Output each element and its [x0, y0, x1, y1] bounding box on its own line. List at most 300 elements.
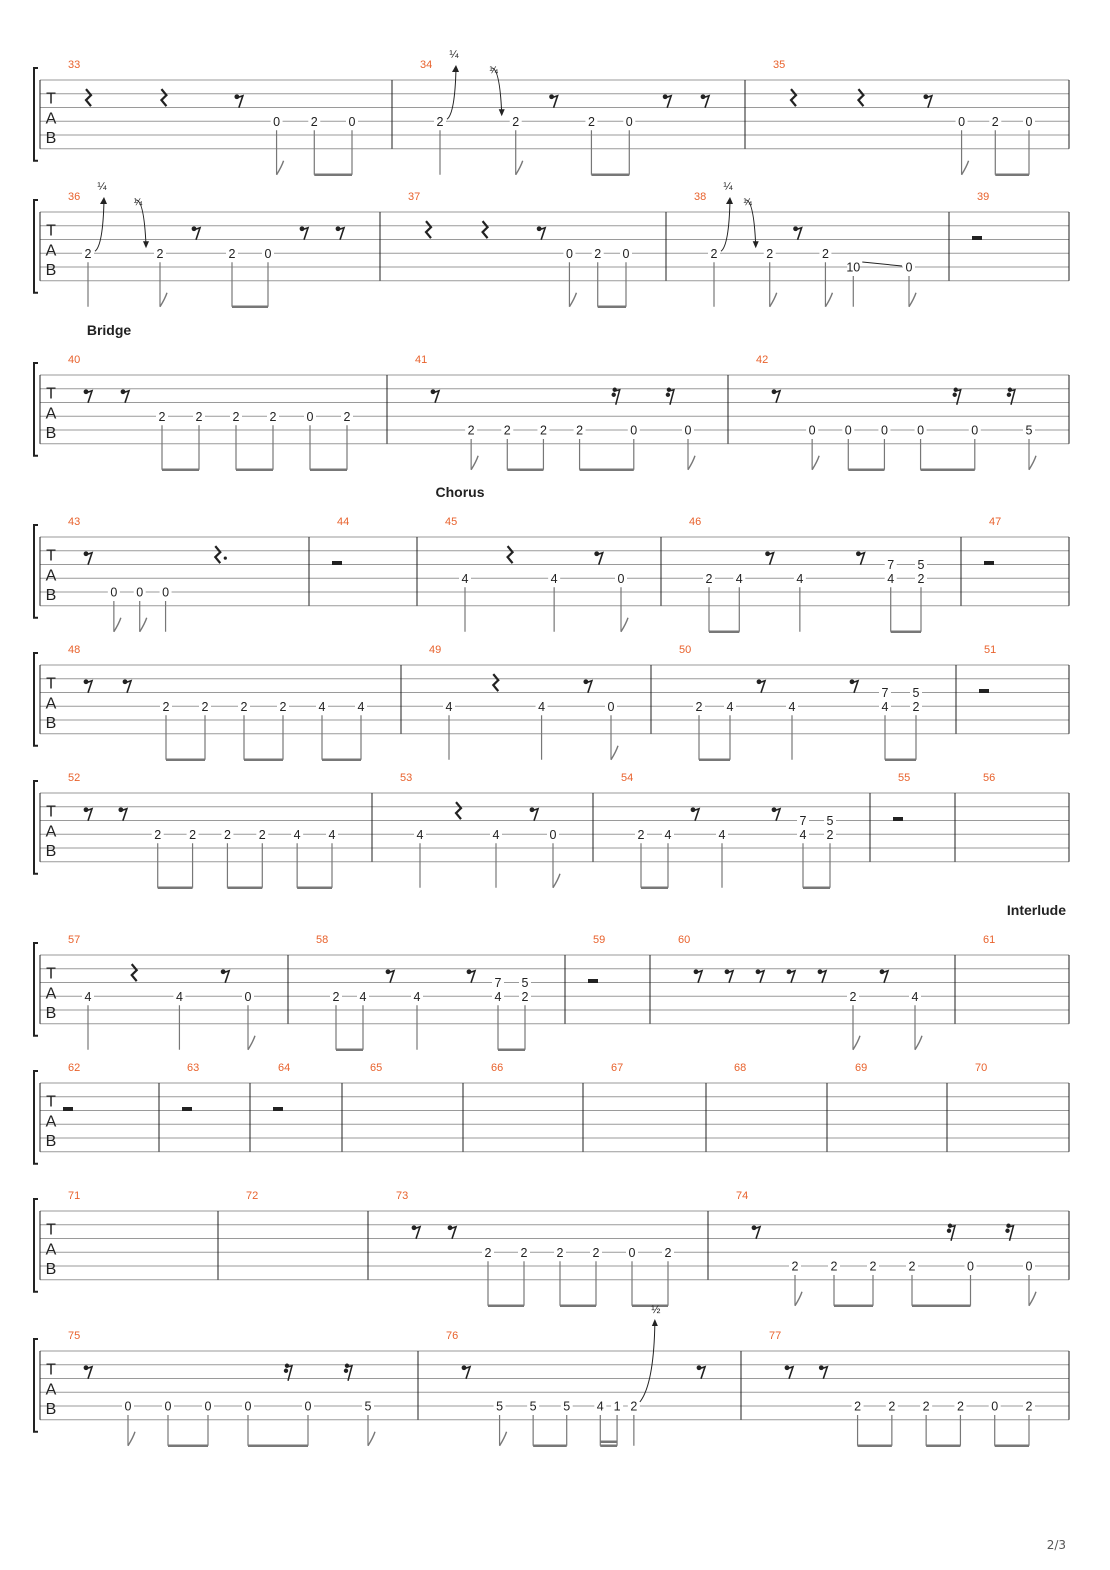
bend-arrowhead: [143, 241, 149, 248]
measure-58: [316, 934, 531, 1050]
bend-amount: ¼: [97, 181, 107, 193]
quarter-rest: [791, 89, 796, 106]
measure-44: [332, 516, 349, 565]
measure-51: [979, 644, 996, 693]
fret-number: 4: [359, 989, 367, 1004]
tab-clef: B: [45, 587, 57, 604]
eighth-rest: [469, 971, 475, 983]
fret-number: 2: [201, 699, 209, 714]
tab-system: [34, 49, 1069, 175]
measure-39: [972, 191, 989, 240]
measure-74: [736, 1190, 1036, 1306]
measure-50: [679, 644, 922, 760]
measure-38: [694, 181, 916, 307]
fret-number: 2: [228, 246, 236, 261]
system-bracket: [34, 781, 38, 874]
fret-number: 0: [1025, 114, 1033, 129]
tab-clef: A: [45, 1241, 57, 1259]
system-bracket: [34, 363, 38, 456]
measure-57: [68, 934, 255, 1050]
measure-number: 42: [756, 354, 769, 366]
tab-clef: T: [46, 547, 56, 565]
measure-43: [68, 516, 227, 632]
fret-number: 2: [223, 827, 231, 842]
eighth-flag: [770, 293, 777, 307]
sixteenth-rest-flag: [947, 1229, 951, 1233]
measure-number: 33: [68, 59, 81, 71]
fret-number: 2: [258, 827, 266, 842]
fret-number: 10: [846, 260, 861, 275]
tab-system: [34, 1304, 1069, 1446]
bend-arrowhead: [452, 65, 459, 72]
fret-number: 5: [826, 814, 834, 828]
measure-55: [893, 772, 910, 821]
measure-number: 68: [734, 1062, 747, 1074]
fret-number: 2: [849, 989, 857, 1004]
measure-number: 69: [855, 1062, 868, 1074]
fret-number: 5: [917, 558, 925, 572]
sixteenth-rest-flag: [666, 393, 670, 397]
eighth-rest: [552, 96, 558, 108]
bend-arrowhead: [100, 197, 107, 204]
fret-number: 2: [637, 827, 645, 842]
measure-number: 37: [408, 191, 421, 203]
measure-75: [68, 1330, 375, 1446]
eighth-flag: [962, 161, 969, 175]
fret-number: 4: [328, 827, 336, 842]
fret-number: 0: [617, 571, 625, 586]
quarter-rest: [456, 802, 461, 819]
measure-40: [68, 354, 353, 470]
fret-number: 5: [364, 1399, 372, 1414]
tab-system: [34, 354, 1069, 470]
measure-53: [400, 772, 560, 888]
fret-number: 2: [484, 1245, 492, 1260]
eighth-flag: [277, 161, 284, 175]
tab-clef: A: [45, 823, 57, 841]
quarter-rest: [508, 546, 513, 563]
measure-46: [689, 516, 927, 632]
fret-number: 2: [592, 1245, 600, 1260]
fret-number: 0: [124, 1399, 132, 1414]
measure-number: 73: [396, 1190, 409, 1202]
eighth-flag: [1029, 456, 1036, 470]
measure-number: 44: [337, 516, 350, 528]
eighth-flag: [128, 1432, 135, 1446]
system-bracket: [34, 653, 38, 746]
tab-clef: A: [45, 1113, 57, 1131]
tab-clef: T: [46, 965, 56, 983]
sixteenth-rest-flag: [344, 1369, 348, 1373]
bend-amount: ¼: [723, 181, 733, 193]
fret-number: 5: [496, 1399, 504, 1414]
sixteenth-rest-flag: [284, 1369, 288, 1373]
fret-number: 0: [808, 423, 816, 438]
half-rest: [63, 1107, 73, 1111]
eighth-flag: [471, 456, 478, 470]
eighth-flag: [500, 1432, 507, 1446]
bend-arrowhead: [499, 109, 505, 116]
fret-number: 4: [796, 571, 804, 586]
tab-clef: T: [46, 675, 56, 693]
fret-number: 0: [628, 1245, 636, 1260]
eighth-flag: [621, 618, 628, 632]
measure-76: [446, 1304, 705, 1446]
sixteenth-rest-flag: [953, 393, 957, 397]
eighth-flag: [140, 618, 147, 632]
measure-36: [68, 181, 344, 307]
eighth-flag: [569, 293, 576, 307]
tab-system: [34, 772, 1069, 888]
measure-56: [983, 772, 995, 784]
quarter-rest: [483, 221, 488, 238]
fret-number: 2: [332, 989, 340, 1004]
fret-number: 0: [991, 1399, 999, 1414]
measure-number: 55: [898, 772, 911, 784]
fret-number: 5: [563, 1399, 571, 1414]
eighth-flag: [160, 293, 167, 307]
measure-number: 64: [278, 1062, 291, 1074]
eighth-rest: [121, 809, 127, 821]
section-label-interlude: Interlude: [1006, 902, 1066, 918]
tab-clef: B: [45, 425, 57, 442]
eighth-flag: [1029, 1292, 1036, 1306]
eighth-rest: [768, 553, 774, 565]
measure-63: [182, 1062, 199, 1111]
tab-clef: B: [45, 715, 57, 732]
fret-number: 5: [529, 1399, 537, 1414]
measure-34: [420, 49, 709, 175]
tab-system: [34, 181, 1069, 307]
measure-number: 48: [68, 644, 81, 656]
fret-number: 2: [156, 246, 164, 261]
tab-clef: A: [45, 1381, 57, 1399]
tab-clef: T: [46, 803, 56, 821]
fret-number: 2: [467, 423, 475, 438]
section-label-chorus: Chorus: [435, 484, 485, 500]
tab-clef: A: [45, 567, 57, 585]
half-rest: [984, 561, 994, 565]
fret-number: 0: [162, 585, 170, 600]
measure-number: 49: [429, 644, 442, 656]
tab-clef: B: [45, 1005, 57, 1022]
half-rest: [332, 561, 342, 565]
fret-number: 4: [357, 699, 365, 714]
fret-number: 0: [110, 585, 118, 600]
measure-number: 74: [736, 1190, 749, 1202]
page-number: 2/3: [1046, 1538, 1066, 1552]
fret-number: 4: [887, 571, 895, 586]
bend-arrowhead: [652, 1319, 658, 1326]
eighth-flag: [688, 456, 695, 470]
measure-number: 56: [983, 772, 996, 784]
measure-number: 77: [769, 1330, 782, 1342]
fret-number: 4: [726, 699, 734, 714]
eighth-rest: [464, 1367, 470, 1379]
fret-number: 2: [917, 571, 925, 586]
fret-number: 7: [799, 814, 807, 828]
eighth-rest: [774, 809, 780, 821]
fret-number: 0: [625, 114, 633, 129]
fret-number: 2: [705, 571, 713, 586]
system-bracket: [34, 1339, 38, 1432]
system-bracket: [34, 200, 38, 293]
eighth-flag: [611, 746, 618, 760]
fret-number: 0: [684, 423, 692, 438]
measure-42: [756, 354, 1036, 470]
eighth-rest: [858, 553, 864, 565]
measure-59: [588, 934, 605, 983]
quarter-rest: [132, 964, 137, 981]
measure-68: [734, 1062, 746, 1074]
fret-number: 2: [436, 114, 444, 129]
fret-number: 4: [538, 699, 546, 714]
measure-number: 71: [68, 1190, 81, 1202]
measure-69: [855, 1062, 867, 1074]
measure-64: [273, 1062, 290, 1111]
tab-system: [34, 644, 1069, 760]
fret-number: 2: [195, 409, 203, 424]
bend-amount: ¼: [743, 197, 752, 208]
measure-number: 66: [491, 1062, 504, 1074]
fret-number: 4: [735, 571, 743, 586]
eighth-rest: [414, 1227, 420, 1239]
fret-number: 2: [630, 1399, 638, 1414]
fret-number: 7: [887, 558, 895, 572]
bend-amount: ¼: [489, 65, 498, 76]
eighth-flag: [516, 161, 523, 175]
eighth-rest: [703, 96, 709, 108]
measure-47: [984, 516, 1001, 565]
bend-arrowhead: [753, 241, 759, 248]
quarter-rest: [86, 89, 91, 106]
system-bracket: [34, 1071, 38, 1164]
measure-number: 65: [370, 1062, 383, 1074]
eighth-rest: [237, 96, 243, 108]
fret-number: 2: [162, 699, 170, 714]
fret-number: 2: [912, 699, 920, 714]
fret-number: 2: [556, 1245, 564, 1260]
eighth-flag: [825, 293, 832, 307]
measure-number: 72: [246, 1190, 259, 1202]
measure-number: 76: [446, 1330, 459, 1342]
fret-number: 0: [971, 423, 979, 438]
fret-number: 0: [348, 114, 356, 129]
eighth-rest: [926, 96, 932, 108]
eighth-rest: [223, 971, 229, 983]
eighth-rest: [86, 681, 92, 693]
fret-number: 0: [136, 585, 144, 600]
fret-number: 4: [318, 699, 326, 714]
eighth-rest: [821, 1367, 827, 1379]
tab-system: [34, 1062, 1069, 1164]
fret-number: 0: [917, 423, 925, 438]
section-label-bridge: Bridge: [86, 322, 132, 338]
fret-number: 2: [922, 1399, 930, 1414]
tab-clef: T: [46, 222, 56, 240]
measure-45: [445, 516, 628, 632]
tab-clef: T: [46, 1221, 56, 1239]
measure-33: [68, 59, 358, 175]
eighth-rest: [787, 1367, 793, 1379]
measure-number: 62: [68, 1062, 81, 1074]
measure-number: 57: [68, 934, 81, 946]
half-rest: [588, 979, 598, 983]
fret-number: 2: [269, 409, 277, 424]
measure-number: 43: [68, 516, 81, 528]
bend-arrow: [640, 1323, 655, 1402]
sixteenth-rest-flag: [1005, 1229, 1009, 1233]
fret-number: 4: [911, 989, 919, 1004]
fret-number: 7: [494, 976, 502, 990]
fret-number: 4: [550, 571, 558, 586]
fret-number: 2: [512, 114, 520, 129]
fret-number: 2: [869, 1259, 877, 1274]
eighth-rest: [338, 228, 344, 240]
eighth-flag: [368, 1432, 375, 1446]
measure-35: [773, 59, 1035, 175]
fret-number: 0: [967, 1259, 974, 1274]
tab-clef: A: [45, 242, 57, 260]
measure-number: 39: [977, 191, 990, 203]
measure-number: 41: [415, 354, 428, 366]
fret-number: 1: [613, 1399, 621, 1414]
eighth-rest: [86, 809, 92, 821]
measure-41: [415, 354, 695, 470]
measure-72: [246, 1190, 258, 1202]
eighth-rest: [597, 553, 603, 565]
eighth-rest: [758, 971, 764, 983]
quarter-rest: [426, 221, 431, 238]
eighth-rest: [796, 228, 802, 240]
fret-number: 4: [416, 827, 424, 842]
quarter-rest: [858, 89, 863, 106]
fret-number: 0: [244, 1399, 252, 1414]
bend-arrowhead: [726, 197, 733, 204]
fret-number: 0: [1025, 1259, 1033, 1274]
fret-number: 0: [905, 260, 913, 275]
measure-71: [68, 1190, 80, 1202]
eighth-rest: [433, 391, 439, 403]
measure-number: 51: [984, 644, 997, 656]
tab-clef: A: [45, 985, 57, 1003]
fret-number: 2: [279, 699, 287, 714]
measure-77: [769, 1330, 1035, 1446]
fret-number: 2: [821, 246, 829, 261]
bend-amount: ¼: [133, 197, 143, 208]
fret-number: 0: [204, 1399, 212, 1414]
sixteenth-rest-flag: [612, 393, 616, 397]
eighth-rest: [665, 96, 671, 108]
measure-number: 58: [316, 934, 329, 946]
half-rest: [972, 236, 982, 240]
eighth-rest: [789, 971, 795, 983]
half-rest: [893, 817, 903, 821]
quarter-rest: [493, 674, 498, 691]
eighth-rest: [693, 809, 699, 821]
eighth-rest: [532, 809, 538, 821]
eighth-rest: [727, 971, 733, 983]
eighth-flag: [248, 1036, 255, 1050]
measure-73: [396, 1190, 674, 1306]
eighth-rest: [302, 228, 308, 240]
measure-number: 60: [678, 934, 691, 946]
measure-number: 47: [989, 516, 1002, 528]
measure-number: 53: [400, 772, 413, 784]
eighth-rest: [123, 391, 129, 403]
bend-amount: ¼: [449, 49, 459, 61]
fret-number: 2: [521, 989, 529, 1004]
tab-clef: T: [46, 385, 56, 403]
fret-number: 2: [343, 409, 351, 424]
bend-amount: ½: [651, 1304, 661, 1316]
fret-number: 2: [888, 1399, 896, 1414]
measure-number: 40: [68, 354, 81, 366]
eighth-rest: [194, 228, 200, 240]
fret-number: 4: [664, 827, 672, 842]
fret-number: 5: [912, 686, 920, 700]
fret-number: 2: [956, 1399, 964, 1414]
fret-number: 0: [164, 1399, 172, 1414]
measure-66: [491, 1062, 503, 1074]
tab-system: [34, 1190, 1069, 1306]
fret-number: 4: [788, 699, 796, 714]
eighth-rest: [774, 391, 780, 403]
measure-number: 38: [694, 191, 707, 203]
tab-clef: B: [45, 1261, 57, 1278]
fret-number: 2: [830, 1259, 838, 1274]
tab-clef: A: [45, 110, 57, 128]
eighth-flag: [795, 1292, 802, 1306]
fret-number: 2: [766, 246, 774, 261]
eighth-rest: [388, 971, 394, 983]
measure-number: 50: [679, 644, 692, 656]
fret-number: 0: [264, 246, 272, 261]
fret-number: 5: [1025, 423, 1033, 438]
measure-number: 59: [593, 934, 606, 946]
measure-number: 52: [68, 772, 81, 784]
measure-48: [68, 644, 367, 760]
tab-clef: B: [45, 262, 57, 279]
measure-54: [621, 772, 836, 888]
eighth-rest: [696, 971, 702, 983]
measure-number: 63: [187, 1062, 200, 1074]
measure-52: [68, 772, 338, 888]
tab-clef: B: [45, 843, 57, 860]
measure-65: [370, 1062, 382, 1074]
system-bracket: [34, 68, 38, 161]
fret-number: 4: [461, 571, 469, 586]
quarter-rest: [161, 89, 166, 106]
measure-number: 36: [68, 191, 81, 203]
eighth-rest: [86, 553, 92, 565]
measure-number: 75: [68, 1330, 81, 1342]
fret-number: 4: [799, 827, 807, 842]
fret-number: 4: [445, 699, 453, 714]
fret-number: 4: [413, 989, 421, 1004]
half-rest: [182, 1107, 192, 1111]
measure-number: 46: [689, 516, 702, 528]
measure-60: [678, 934, 922, 1050]
fret-number: 0: [244, 989, 252, 1004]
half-rest: [273, 1107, 283, 1111]
fret-number: 2: [503, 423, 511, 438]
fret-number: 0: [273, 114, 281, 129]
fret-number: 4: [492, 827, 500, 842]
fret-number: 4: [175, 989, 183, 1004]
fret-number: 2: [826, 827, 834, 842]
eighth-rest: [820, 971, 826, 983]
